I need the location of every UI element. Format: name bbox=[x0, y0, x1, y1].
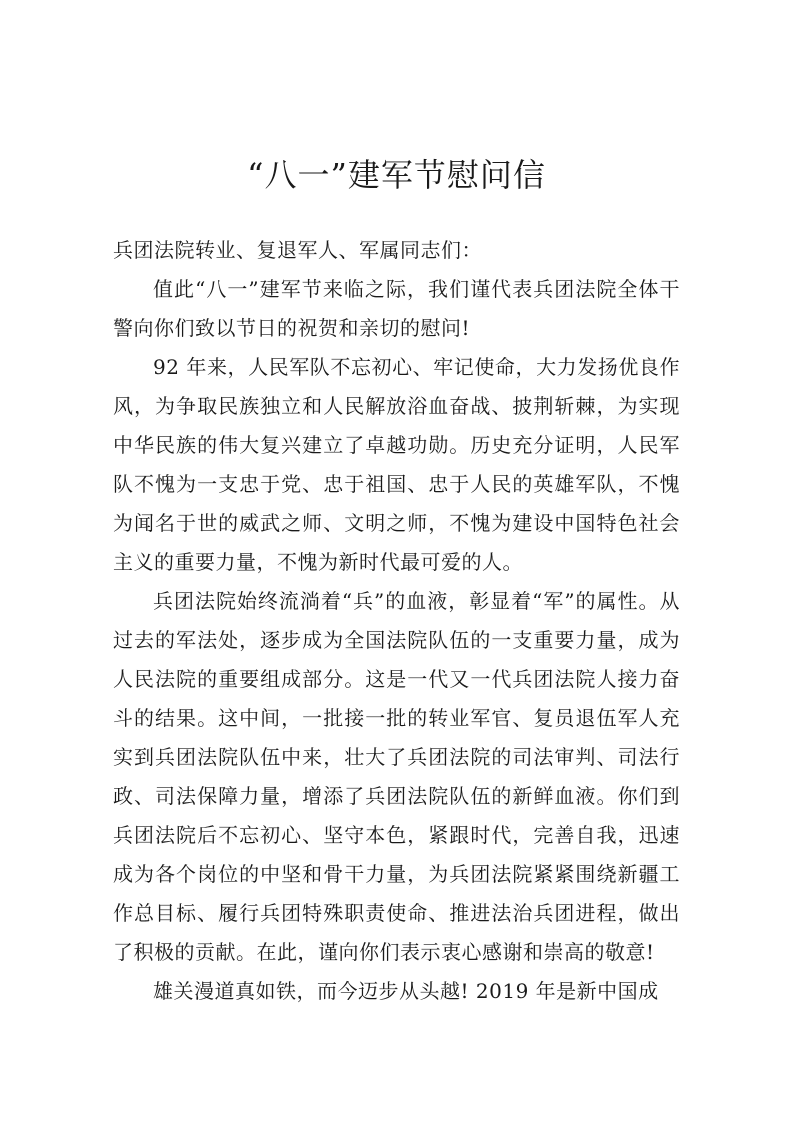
document-title: “八一”建军节慰问信 bbox=[247, 156, 546, 194]
salutation-line: 兵团法院转业、复退军人、军属同志们： bbox=[113, 238, 482, 262]
paragraph-court-heritage: 兵团法院始终流淌着“兵”的血液，彰显着“军”的属性。从过去的军法处，逐步成为全国法院队伍的一支重要力量，成为人民法院的重要组成部分。这是一代又一代兵团法院人接力奋斗的结果。这中间，一批接一批的转业军官、复员退伍军人充实到兵团法院队伍中来，壮大了兵团法院的司法审判、司法行政、司法保障力量，增添了兵团法院队伍的新鲜血液。你们到兵团法院后不忘初心、坚守本色，紧跟时代，完善自我，迅速成为各个岗位的中坚和骨干力量，为兵团法院紧紧围绕新疆工作总目标、履行兵团特殊职责使命、推进法治兵团进程，做出了积极的贡献。在此，谨向你们表示衷心感谢和崇高的敬意! bbox=[113, 589, 680, 964]
paragraph-closing: 雄关漫道真如铁，而今迈步从头越! 2019 年是新中国成 bbox=[153, 979, 659, 1003]
document-body bbox=[113, 231, 680, 1011]
paragraph-greeting: 值此“八一”建军节来临之际，我们谨代表兵团法院全体干警向你们致以节日的祝贺和亲切的慰问! bbox=[113, 277, 680, 340]
paragraph-army-history: 92 年来，人民军队不忘初心、牢记使命，大力发扬优良作风，为争取民族独立和人民解放浴血奋战、披荆斩棘，为实现中华民族的伟大复兴建立了卓越功勋。历史充分证明，人民军队不愧为一支忠于党、忠于祖国、忠于人民的英雄军队，不愧为闻名于世的威武之师、文明之师，不愧为建设中国特色社会主义的重要力量，不愧为新时代最可爱的人。 bbox=[113, 355, 680, 574]
